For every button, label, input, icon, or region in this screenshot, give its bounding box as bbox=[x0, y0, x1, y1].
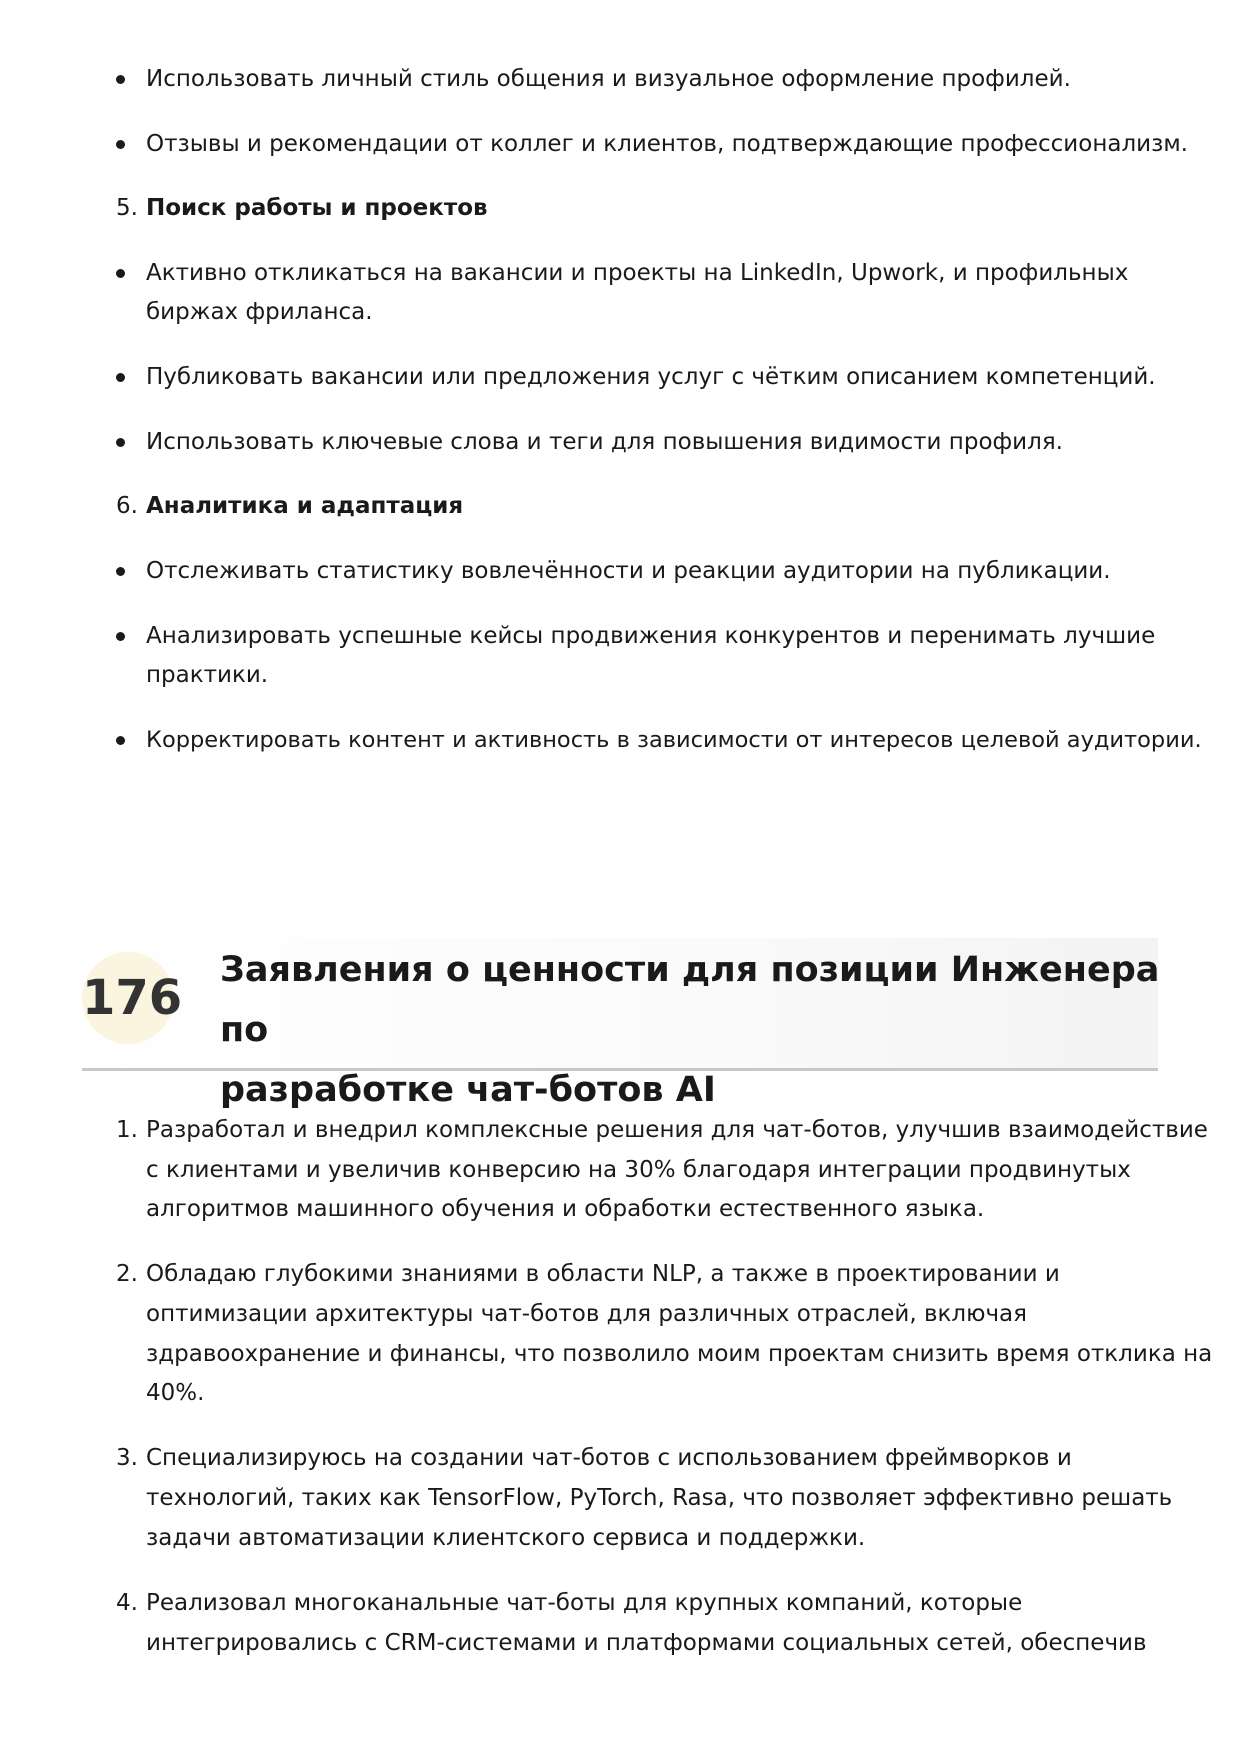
list-number: 6. bbox=[116, 493, 138, 519]
bullet-icon bbox=[116, 438, 125, 447]
list-item-text: Использовать ключевые слова и теги для повышения видимости профиля. bbox=[146, 429, 1063, 455]
bullet-icon bbox=[116, 75, 125, 84]
list-item-text: алгоритмов машинного обучения и обработки естественного языка. bbox=[146, 1196, 985, 1222]
list-item-text: Отслеживать статистику вовлечённости и реакции аудитории на публикации. bbox=[146, 558, 1111, 584]
list-number: 5. bbox=[116, 195, 138, 221]
bullet-icon bbox=[116, 736, 125, 745]
section-title-line: Заявления о ценности для позиции Инженера по bbox=[220, 950, 1160, 1050]
list-item-text: Реализовал многоканальные чат-боты для крупных компаний, которые bbox=[146, 1590, 1023, 1616]
section-title-line: разработке чат-ботов AI bbox=[220, 1070, 716, 1110]
list-item-text: Использовать личный стиль общения и визуальное оформление профилей. bbox=[146, 66, 1071, 92]
list-item-text: с клиентами и увеличив конверсию на 30% благодаря интеграции продвинутых bbox=[146, 1157, 1131, 1183]
bullet-icon bbox=[116, 567, 125, 576]
list-item-text: Активно откликаться на вакансии и проекты на LinkedIn, Upwork, и профильных bbox=[146, 260, 1129, 286]
list-number: 1. bbox=[116, 1117, 138, 1143]
section-title bbox=[220, 940, 1160, 1120]
list-item-text: биржах фриланса. bbox=[146, 299, 373, 325]
list-item-text: оптимизации архитектуры чат-ботов для различных отраслей, включая bbox=[146, 1301, 1027, 1327]
bullet-icon bbox=[116, 269, 125, 278]
list-item-text: Специализируюсь на создании чат-ботов с использованием фреймворков и bbox=[146, 1445, 1072, 1471]
list-item-text: задачи автоматизации клиентского сервиса и поддержки. bbox=[146, 1525, 866, 1551]
list-item-text: Отзывы и рекомендации от коллег и клиентов, подтверждающие профессионализм. bbox=[146, 131, 1188, 157]
list-item-text: Публиковать вакансии или предложения услуг с чётким описанием компетенций. bbox=[146, 364, 1156, 390]
list-item-text: Обладаю глубокими знаниями в области NLP, а также в проектировании и bbox=[146, 1261, 1060, 1287]
list-number: 2. bbox=[116, 1261, 138, 1287]
heading-text: Поиск работы и проектов bbox=[146, 195, 488, 221]
list-item-text: интегрировались с CRM-системами и платформами социальных сетей, обеспечив bbox=[146, 1630, 1147, 1656]
bullet-icon bbox=[116, 632, 125, 641]
list-item-text: Корректировать контент и активность в зависимости от интересов целевой аудитории. bbox=[146, 727, 1202, 753]
section-number-badge: 176 bbox=[82, 952, 174, 1044]
heading-text: Аналитика и адаптация bbox=[146, 493, 464, 519]
bullet-icon bbox=[116, 140, 125, 149]
list-item-text: 40%. bbox=[146, 1380, 205, 1406]
list-number: 3. bbox=[116, 1445, 138, 1471]
list-number: 4. bbox=[116, 1590, 138, 1616]
list-item-text: Анализировать успешные кейсы продвижения конкурентов и перенимать лучшие bbox=[146, 623, 1156, 649]
list-item-text: здравоохранение и финансы, что позволило моим проектам снизить время отклика на bbox=[146, 1341, 1213, 1367]
list-item-text: практики. bbox=[146, 662, 269, 688]
list-item-text: технологий, таких как TensorFlow, PyTorch, Rasa, что позволяет эффективно решать bbox=[146, 1485, 1173, 1511]
bullet-icon bbox=[116, 373, 125, 382]
list-item-text: Разработал и внедрил комплексные решения для чат-ботов, улучшив взаимодействие bbox=[146, 1117, 1208, 1143]
